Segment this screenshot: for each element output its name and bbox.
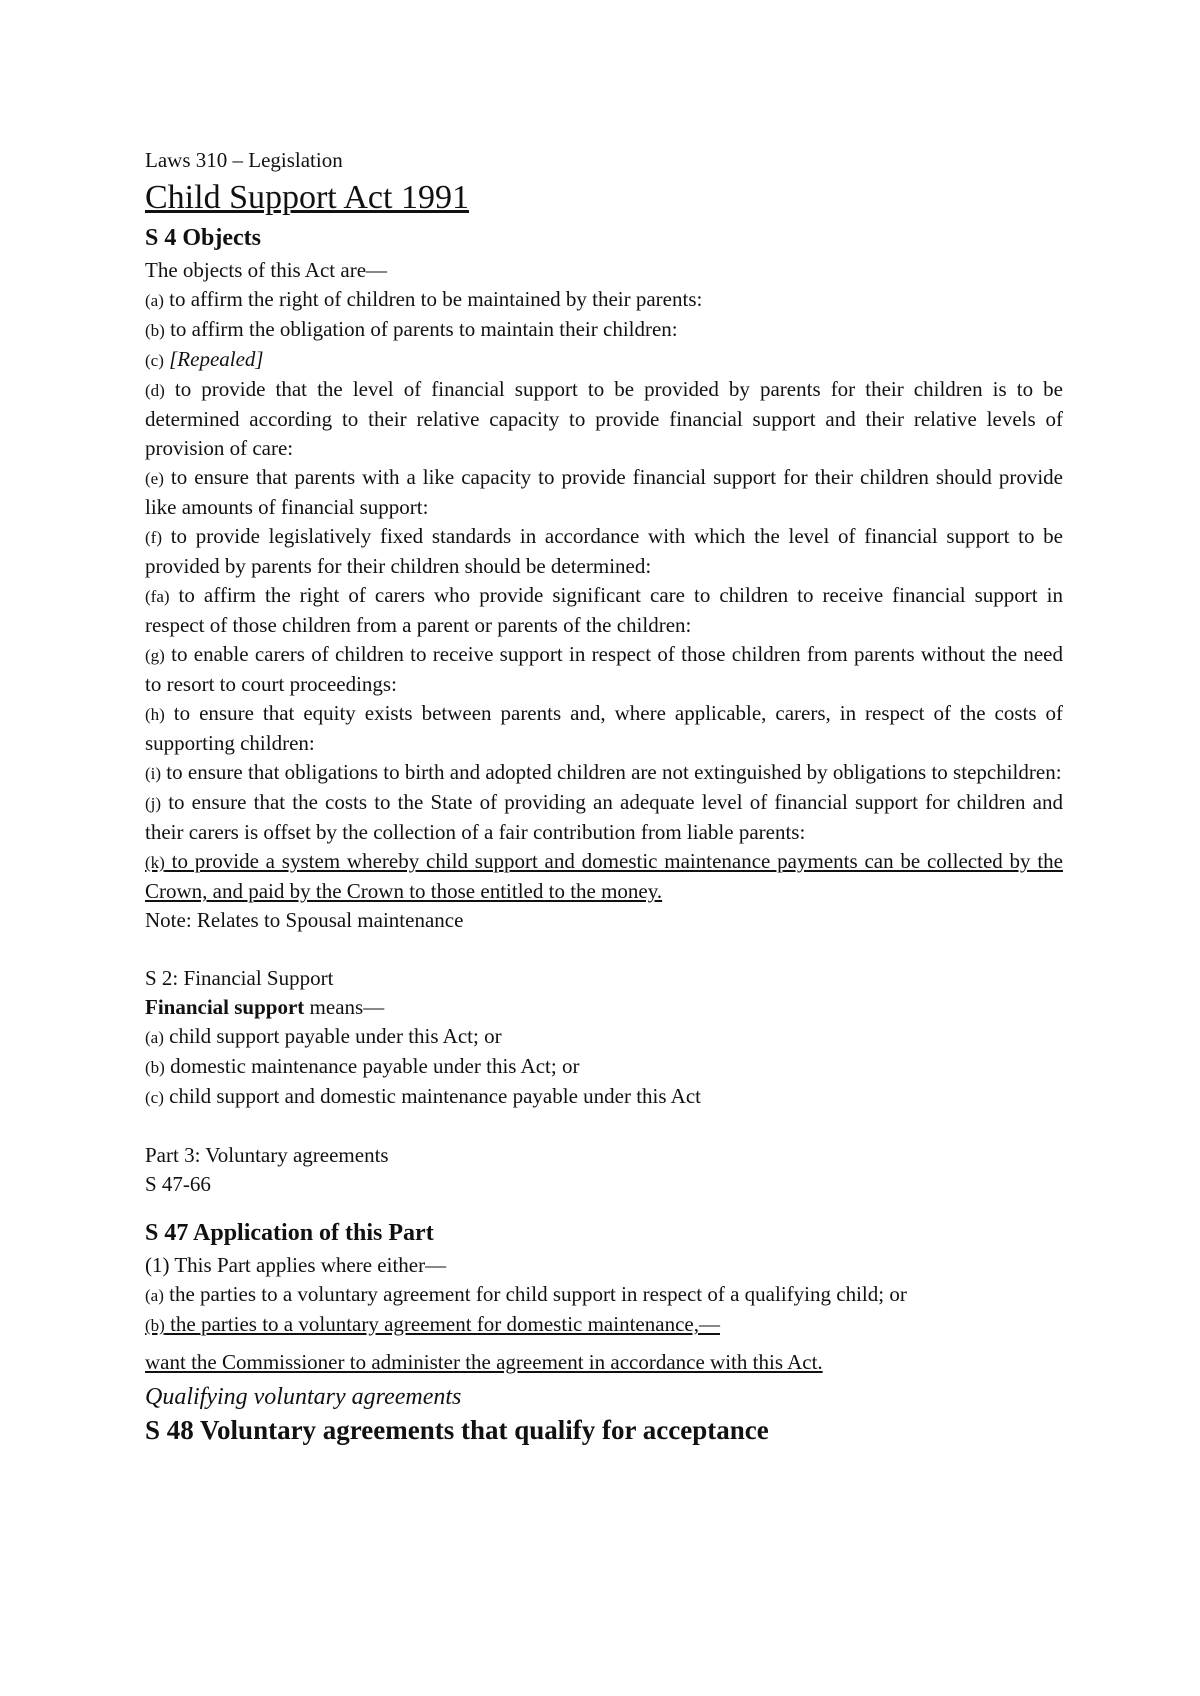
blank-line (145, 1112, 1063, 1141)
document-page (145, 146, 1063, 1447)
item-label: (b) (145, 321, 165, 340)
item-text: domestic maintenance payable under this Act; or (164, 1054, 580, 1078)
objects-item-c (145, 345, 1063, 375)
item-text: to enable carers of children to receive support in respect of those children from parents without the need to resort to court proceedings: (145, 642, 1063, 696)
item-text: child support and domestic maintenance payable under this Act (163, 1084, 701, 1108)
section-47-subsection-1: (1) This Part applies where either— (145, 1253, 447, 1277)
item-text: the parties to a voluntary agreement for domestic maintenance,— (164, 1312, 720, 1336)
qualifying-agreements-heading: Qualifying voluntary agreements (145, 1384, 462, 1410)
defined-term: Financial support (145, 995, 305, 1019)
item-label: (c) (145, 351, 164, 370)
item-label: (f) (145, 528, 162, 547)
objects-item-f (145, 522, 1063, 581)
objects-item-fa (145, 581, 1063, 640)
objects-item-j (145, 788, 1063, 847)
item-label: (b) (145, 1058, 165, 1077)
blank-line (145, 1199, 1063, 1217)
objects-item-a (145, 285, 1063, 315)
item-text: to ensure that equity exists between parents and, where applicable, carers, in respect of the costs of supporting children: (145, 701, 1063, 755)
item-label: (a) (145, 291, 164, 310)
objects-item-d (145, 375, 1063, 463)
item-text: to provide legislatively fixed standards in accordance with which the level of financial support to be provided by parents for their children should be determined: (145, 524, 1063, 578)
item-label: (h) (145, 705, 165, 724)
part-3-range: S 47-66 (145, 1172, 211, 1196)
item-label: (k) (145, 853, 165, 872)
section-4-heading: S 4 Objects (145, 225, 261, 251)
item-text: to ensure that the costs to the State of providing an adequate level of financial support for children and their carers is offset by the collection of a fair contribution from liable parents: (145, 790, 1063, 844)
financial-support-definition (145, 993, 1063, 1022)
section-48-heading: S 48 Voluntary agreements that qualify for acceptance (145, 1415, 769, 1445)
item-text: to provide that the level of financial support to be provided by parents for their children is to be determined according to their relative capacity to provide financial support and their relative levels of provision of care: (145, 377, 1063, 460)
section-47-heading: S 47 Application of this Part (145, 1220, 434, 1246)
item-text: to ensure that obligations to birth and adopted children are not extinguished by obligations to stepchildren: (161, 760, 1062, 784)
item-text: to ensure that parents with a like capacity to provide financial support for their children should provide like amounts of financial support: (145, 465, 1063, 519)
definition-item-c (145, 1082, 1063, 1112)
objects-item-k (145, 847, 1063, 906)
section-47-item-b (145, 1310, 1063, 1340)
item-text: to affirm the obligation of parents to maintain their children: (164, 317, 678, 341)
item-label: (j) (145, 794, 162, 813)
spousal-note: Note: Relates to Spousal maintenance (145, 908, 464, 932)
section-2-heading: S 2: Financial Support (145, 966, 334, 990)
item-label: (g) (145, 646, 165, 665)
item-text: to provide a system whereby child support and domestic maintenance payments can be collected by the Crown, and paid by the Crown to those entitled to the money. (145, 849, 1063, 903)
item-label: (a) (145, 1286, 164, 1305)
objects-item-i (145, 758, 1063, 788)
course-label: Laws 310 – Legislation (145, 148, 343, 172)
repealed-text: [Repealed] (169, 347, 264, 371)
item-label: (d) (145, 381, 165, 400)
item-label: (fa) (145, 587, 170, 606)
item-text: to affirm the right of children to be maintained by their parents: (163, 287, 703, 311)
item-label: (a) (145, 1028, 164, 1047)
objects-item-b (145, 315, 1063, 345)
document-title: Child Support Act 1991 (145, 179, 469, 216)
objects-item-e (145, 463, 1063, 522)
item-label: (c) (145, 1088, 164, 1107)
section-47-closing: want the Commissioner to administer the agreement in accordance with this Act. (145, 1350, 823, 1374)
section-4-intro: The objects of this Act are— (145, 258, 388, 282)
definition-item-b (145, 1052, 1063, 1082)
item-label: (e) (145, 469, 164, 488)
objects-item-h (145, 699, 1063, 758)
item-text: to affirm the right of carers who provide significant care to children to receive financial support in respect of those children from a parent or parents of the children: (145, 583, 1063, 637)
item-label: (b) (145, 1316, 165, 1335)
item-label: (i) (145, 764, 162, 783)
blank-line (145, 1340, 1063, 1348)
definition-lead: means— (304, 995, 385, 1019)
part-3-heading: Part 3: Voluntary agreements (145, 1143, 389, 1167)
section-47-item-a (145, 1280, 1063, 1310)
objects-item-g (145, 640, 1063, 699)
item-text: the parties to a voluntary agreement for child support in respect of a qualifying child; or (163, 1282, 907, 1306)
item-text: child support payable under this Act; or (163, 1024, 502, 1048)
definition-item-a (145, 1022, 1063, 1052)
blank-line (145, 935, 1063, 964)
